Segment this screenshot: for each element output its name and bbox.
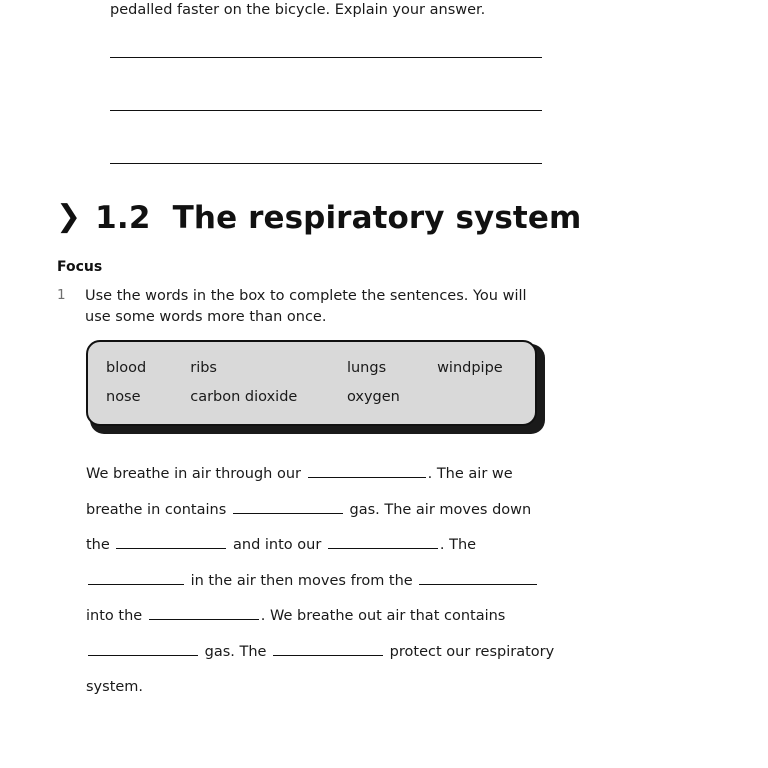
cloze-text: in the air then moves from the xyxy=(186,572,418,589)
section-number: 1.2 xyxy=(95,200,151,236)
cloze-text: gas. The xyxy=(200,643,272,660)
word-item: ribs xyxy=(190,360,217,376)
section-title: The respiratory system xyxy=(172,200,582,236)
cloze-blank-18[interactable] xyxy=(273,642,383,656)
cloze-text: into the xyxy=(86,608,147,624)
cloze-text: gas. The air moves down the xyxy=(86,501,532,553)
word-item: blood xyxy=(106,360,147,376)
word-box-row xyxy=(106,389,535,418)
question-number: 1 xyxy=(57,287,66,303)
cloze-blank-16[interactable] xyxy=(88,642,198,656)
word-item: nose xyxy=(106,389,141,405)
cloze-blank-6[interactable] xyxy=(116,535,226,549)
cloze-text: We breathe in air through our xyxy=(86,466,306,482)
answer-line-1[interactable] xyxy=(110,57,542,58)
cloze-blank-12[interactable] xyxy=(419,571,537,585)
answer-line-2[interactable] xyxy=(110,110,542,111)
word-item: lungs xyxy=(346,360,387,376)
cloze-blank-8[interactable] xyxy=(328,535,438,549)
cloze-blank-14[interactable] xyxy=(149,606,259,620)
word-item: oxygen xyxy=(346,389,400,405)
word-box xyxy=(86,340,537,426)
previous-question-text: pedalled faster on the bicycle. Explain your answer. xyxy=(110,2,486,18)
cloze-blank-10[interactable] xyxy=(88,571,184,585)
cloze-text: protect our respiratory system. xyxy=(86,643,555,695)
word-item: carbon dioxide xyxy=(190,389,298,405)
cloze-text: . We breathe out air that contains xyxy=(260,608,506,624)
answer-line-3[interactable] xyxy=(110,163,542,164)
word-item: windpipe xyxy=(437,360,503,376)
section-heading xyxy=(56,200,581,236)
word-box-row xyxy=(106,360,535,389)
cloze-blank-4[interactable] xyxy=(233,500,343,514)
cloze-paragraph xyxy=(86,457,556,706)
cloze-text: . The xyxy=(439,537,477,553)
cloze-blank-2[interactable] xyxy=(308,464,426,478)
cloze-text: . The air we breathe in contains xyxy=(86,466,513,518)
chevron-right-icon: ❯ xyxy=(56,199,82,234)
question-text: Use the words in the box to complete the sentences. You will use some words more than once. xyxy=(85,288,527,325)
focus-label: Focus xyxy=(57,259,103,275)
cloze-text: and into our xyxy=(228,537,326,553)
